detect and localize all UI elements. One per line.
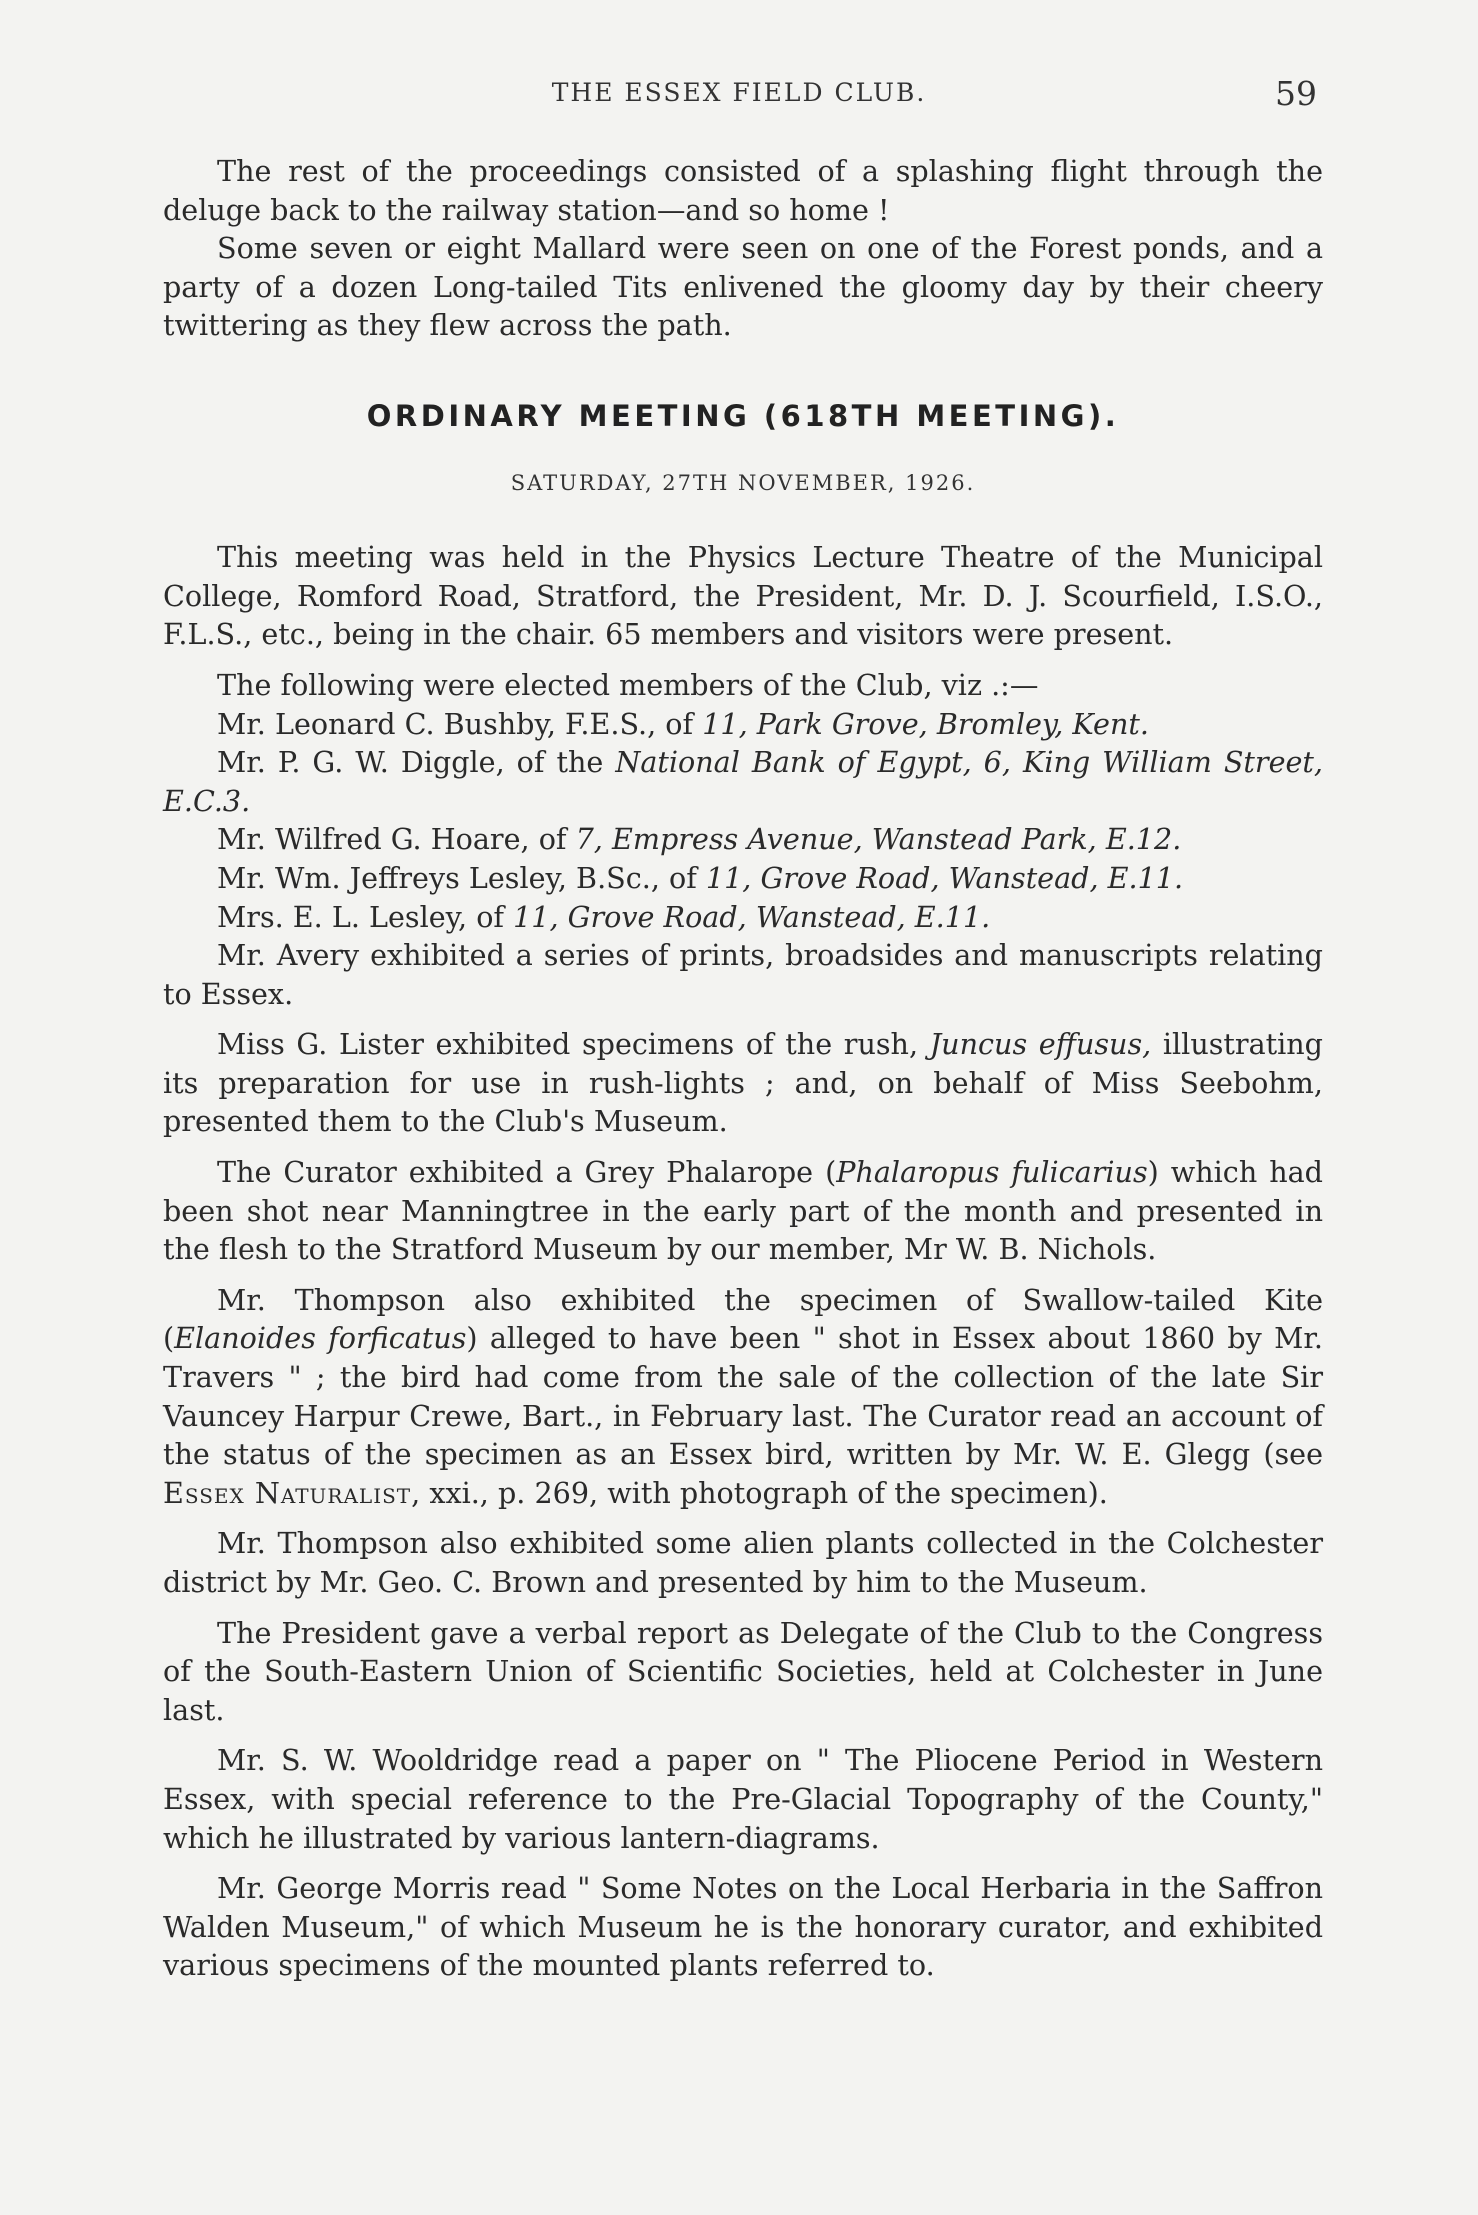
member-address: National Bank of Egypt, 6, King William Street, E.C.3. bbox=[163, 745, 1323, 818]
member-address: 7, Empress Avenue, Wanstead Park, E.12. bbox=[575, 822, 1182, 857]
text-run: The Curator exhibited a Grey Phalarope ( bbox=[217, 1155, 837, 1190]
member-entry bbox=[163, 820, 1323, 859]
member-entry bbox=[163, 705, 1323, 744]
member-entry bbox=[163, 898, 1323, 937]
member-name: Mrs. E. L. Lesley, of bbox=[217, 899, 514, 934]
member-address: 11, Grove Road, Wanstead, E.11. bbox=[513, 899, 991, 934]
paragraph: The following were elected members of the Club, viz .:— bbox=[217, 667, 1039, 702]
paragraph bbox=[163, 1153, 1323, 1269]
meeting-date: SATURDAY, 27TH NOVEMBER, 1926. bbox=[510, 470, 976, 495]
text-run: ) which had been shot near Manningtree in the early part of the month and presented in the flesh to the Stratford Museum by our member, Mr W. B. Nichols. bbox=[163, 1155, 1323, 1267]
member-name: Mr. Wilfred G. Hoare, of bbox=[217, 822, 576, 857]
text-run: Miss G. Lister exhibited specimens of the rush, bbox=[217, 1027, 930, 1062]
paragraph: The rest of the proceedings consisted of a splashing flight through the deluge back to the railway station—and so home ! bbox=[163, 154, 1323, 227]
paragraph: Mr. Thompson also exhibited some alien plants collected in the Colchester district by Mr. Geo. C. Brown and presented by him to the Museum. bbox=[163, 1526, 1323, 1599]
paragraph: The President gave a verbal report as Delegate of the Club to the Congress of the South-Eastern Union of Scientific Societies, held at Colchester in June last. bbox=[163, 1615, 1323, 1727]
member-entry bbox=[163, 743, 1323, 820]
paragraph: Mr. George Morris read " Some Notes on the Local Herbaria in the Saffron Walden Museum," of which Museum he is the honorary curator, and exhibited various specimens of the mounted plants referred to. bbox=[163, 1871, 1323, 1983]
member-address: 11, Grove Road, Wanstead, E.11. bbox=[705, 860, 1184, 895]
paragraph: Mr. Avery exhibited a series of prints, broadsides and manuscripts relating to Essex. bbox=[163, 938, 1323, 1011]
member-name: Mr. P. G. W. Diggle, of the bbox=[217, 745, 616, 780]
text-run: ) alleged to have been " shot in Essex about 1860 by Mr. Travers " ; the bird had come from the sale of the collection of the late Sir Vauncey Harpur Crewe, Bart., in February last. The Curator read an account of the status of the specimen as an Essex bird, written by Mr. W. E. Glegg (see bbox=[163, 1321, 1323, 1472]
species-name: Elanoides forficatus bbox=[174, 1321, 467, 1356]
text-run: illustrating its preparation for use in rush-lights ; and, on behalf of Miss Seebohm, presented them to the Club's Museum. bbox=[163, 1027, 1323, 1139]
member-entry bbox=[163, 859, 1323, 898]
paragraph bbox=[163, 1281, 1323, 1513]
member-address: 11, Park Grove, Bromley, Kent. bbox=[702, 706, 1149, 741]
text-run: , xxi., p. 269, with photograph of the specimen). bbox=[411, 1475, 1108, 1510]
species-name: Phalaropus fulicarius bbox=[836, 1155, 1148, 1190]
running-head: THE ESSEX FIELD CLUB. bbox=[551, 78, 927, 107]
paragraph: Mr. S. W. Wooldridge read a paper on " The Pliocene Period in Western Essex, with special reference to the Pre-Glacial Topography of the County," which he illustrated by various lantern-diagrams. bbox=[163, 1743, 1323, 1855]
page-body bbox=[163, 152, 1323, 1985]
paragraph: Some seven or eight Mallard were seen on one of the Forest ponds, and a party of a dozen Long-tailed Tits enlivened the gloomy day by their cheery twittering as they flew across the path. bbox=[163, 231, 1323, 343]
paragraph: This meeting was held in the Physics Lecture Theatre of the Municipal College, Romford Road, Stratford, the President, Mr. D. J. Scourfield, I.S.O., F.L.S., etc., being in the chair. 65 members and visitors were present. bbox=[163, 540, 1323, 652]
member-name: Mr. Wm. Jeffreys Lesley, B.Sc., of bbox=[217, 860, 706, 895]
page-number: 59 bbox=[1275, 74, 1317, 113]
species-name: Juncus effusus, bbox=[929, 1027, 1152, 1062]
paragraph bbox=[163, 1025, 1323, 1141]
text-run: Mr. Thompson also exhibited the specimen of Swallow-tailed Kite ( bbox=[163, 1282, 1323, 1356]
member-name: Mr. Leonard C. Bushby, F.E.S., of bbox=[217, 706, 703, 741]
journal-title: Essex Naturalist bbox=[163, 1475, 412, 1510]
section-heading: ORDINARY MEETING (618TH MEETING). bbox=[366, 398, 1120, 433]
